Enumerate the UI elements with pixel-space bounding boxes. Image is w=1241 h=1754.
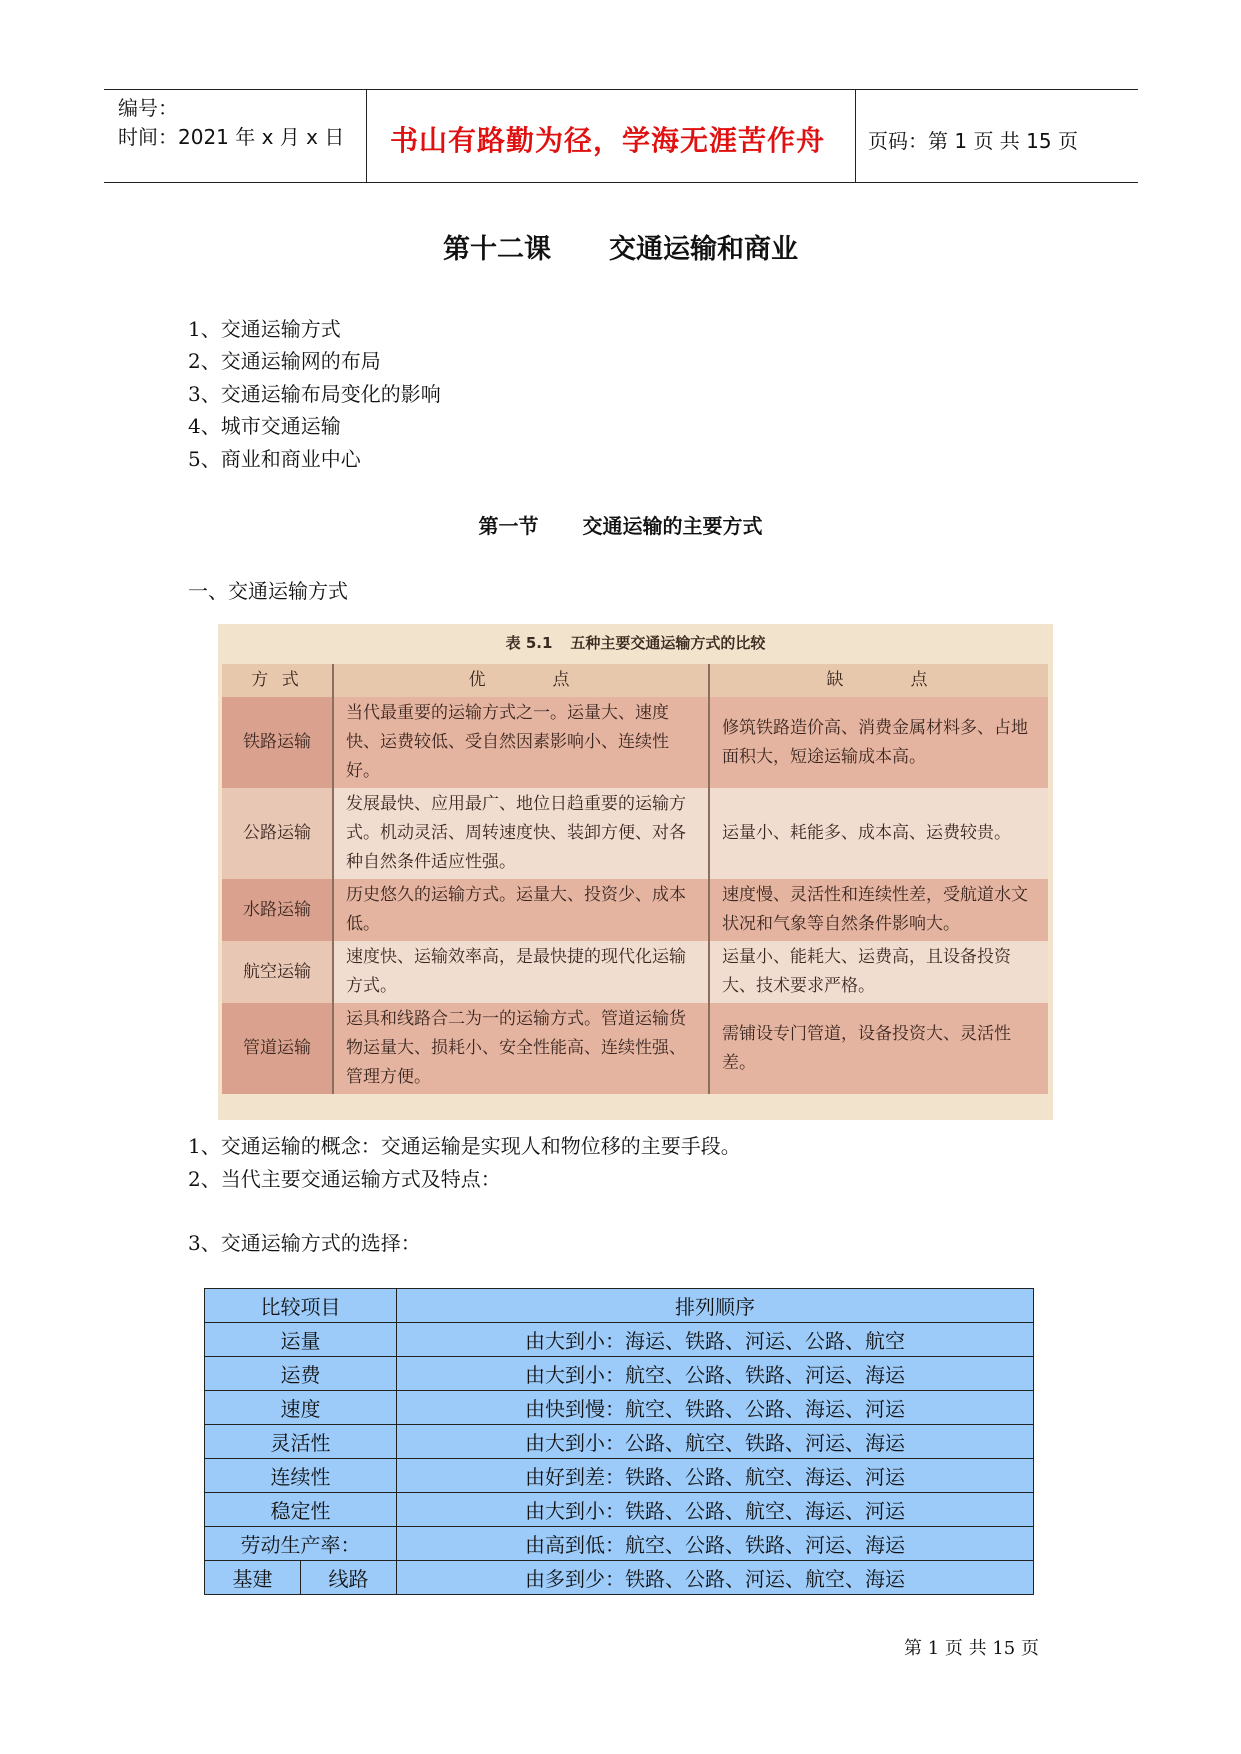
order-cell: 由大到小：海运、铁路、河运、公路、航空 (397, 1323, 1034, 1357)
table-row (205, 1391, 1034, 1425)
item-cell: 运量 (205, 1323, 397, 1357)
table-row (205, 1561, 1034, 1595)
ranking-header-row (205, 1289, 1034, 1323)
table-row (205, 1357, 1034, 1391)
disadvantage-cell: 运量小、耗能多、成本高、运费较贵。 (709, 788, 1048, 879)
header-divider-right (855, 89, 856, 183)
advantage-cell: 当代最重要的运输方式之一。运量大、速度快、运费较低、受自然因素影响小、连续性好。 (333, 697, 709, 788)
header-time-label: 时间：2021 年 x 月 x 日 (118, 125, 345, 149)
table-row (222, 788, 1048, 879)
figure-caption-number: 表 5.1 (505, 634, 553, 652)
mode-cell: 公路运输 (222, 788, 333, 879)
disadvantage-cell: 速度慢、灵活性和连续性差，受航道水文状况和气象等自然条件影响大。 (709, 879, 1048, 941)
order-cell: 由大到小：公路、航空、铁路、河运、海运 (397, 1425, 1034, 1459)
header-bottom-rule (104, 182, 1138, 183)
mode-cell: 航空运输 (222, 941, 333, 1003)
item-cell-main: 基建 (205, 1561, 301, 1595)
header-top-rule (104, 89, 1138, 90)
table-row (205, 1493, 1034, 1527)
lesson-title (0, 227, 1241, 266)
ranking-table (204, 1288, 1034, 1595)
outline-item: 3、交通运输布局变化的影响 (188, 382, 441, 406)
header-order: 排列顺序 (397, 1289, 1034, 1323)
mode-cell: 铁路运输 (222, 697, 333, 788)
advantage-cell: 历史悠久的运输方式。运量大、投资少、成本低。 (333, 879, 709, 941)
table-row (222, 879, 1048, 941)
order-cell: 由好到差：铁路、公路、航空、海运、河运 (397, 1459, 1034, 1493)
table-row (222, 941, 1048, 1003)
order-cell: 由快到慢：航空、铁路、公路、海运、河运 (397, 1391, 1034, 1425)
outline-item: 5、商业和商业中心 (188, 447, 361, 471)
header-disadvantages: 缺 点 (709, 664, 1048, 697)
table-row (205, 1527, 1034, 1561)
disadvantage-cell: 修筑铁路造价高、消费金属材料多、占地面积大，短途运输成本高。 (709, 697, 1048, 788)
disadvantage-cell: 运量小、能耗大、运费高，且设备投资大、技术要求严格。 (709, 941, 1048, 1003)
header-mode: 方 式 (222, 664, 333, 697)
outline-item: 1、交通运输方式 (188, 317, 341, 341)
item-cell-sub: 线路 (301, 1561, 397, 1595)
point-modes: 2、当代主要交通运输方式及特点： (188, 1167, 501, 1191)
table-row (222, 1003, 1048, 1094)
outline-item: 2、交通运输网的布局 (188, 349, 381, 373)
table-row (205, 1425, 1034, 1459)
table-row (205, 1459, 1034, 1493)
lesson-name: 交通运输和商业 (609, 234, 798, 265)
item-cell: 灵活性 (205, 1425, 397, 1459)
mode-cell: 水路运输 (222, 879, 333, 941)
mode-cell: 管道运输 (222, 1003, 333, 1094)
table-header-row (222, 664, 1048, 697)
section-name: 交通运输的主要方式 (582, 514, 763, 538)
header-motto: 书山有路勤为径，学海无涯苦作舟 (390, 124, 826, 157)
lesson-number: 第十二课 (443, 234, 551, 265)
section-title (0, 510, 1241, 539)
figure-caption-text: 五种主要交通运输方式的比较 (570, 634, 766, 652)
item-cell: 连续性 (205, 1459, 397, 1493)
advantage-cell: 速度快、运输效率高，是最快捷的现代化运输方式。 (333, 941, 709, 1003)
order-cell: 由多到少：铁路、公路、河运、航空、海运 (397, 1561, 1034, 1595)
header-advantages: 优 点 (333, 664, 709, 697)
transport-comparison-figure (218, 624, 1053, 1120)
section-number: 第一节 (478, 514, 539, 538)
figure-caption (218, 632, 1053, 653)
outline-item: 4、城市交通运输 (188, 414, 341, 438)
transport-comparison-table (222, 664, 1048, 1094)
point-concept: 1、交通运输的概念：交通运输是实现人和物位移的主要手段。 (188, 1134, 741, 1158)
item-cell: 速度 (205, 1391, 397, 1425)
subheading: 一、交通运输方式 (188, 579, 348, 603)
order-cell: 由大到小：航空、公路、铁路、河运、海运 (397, 1357, 1034, 1391)
header-item: 比较项目 (205, 1289, 397, 1323)
point-selection: 3、交通运输方式的选择： (188, 1231, 421, 1255)
item-cell: 劳动生产率： (205, 1527, 397, 1561)
header-divider-left (366, 89, 367, 183)
page-footer: 第 1 页 共 15 页 (904, 1638, 1039, 1659)
item-cell: 运费 (205, 1357, 397, 1391)
advantage-cell: 运具和线路合二为一的运输方式。管道运输货物运量大、损耗小、安全性能高、连续性强、管理方便。 (333, 1003, 709, 1094)
header-page-label: 页码：第 1 页 共 15 页 (868, 129, 1078, 153)
order-cell: 由大到小：铁路、公路、航空、海运、河运 (397, 1493, 1034, 1527)
order-cell: 由高到低：航空、公路、铁路、河运、海运 (397, 1527, 1034, 1561)
table-row (222, 697, 1048, 788)
advantage-cell: 发展最快、应用最广、地位日趋重要的运输方式。机动灵活、周转速度快、装卸方便、对各种自然条件适应性强。 (333, 788, 709, 879)
item-cell: 稳定性 (205, 1493, 397, 1527)
disadvantage-cell: 需铺设专门管道，设备投资大、灵活性差。 (709, 1003, 1048, 1094)
table-row (205, 1323, 1034, 1357)
header-number-label: 编号： (118, 96, 178, 120)
